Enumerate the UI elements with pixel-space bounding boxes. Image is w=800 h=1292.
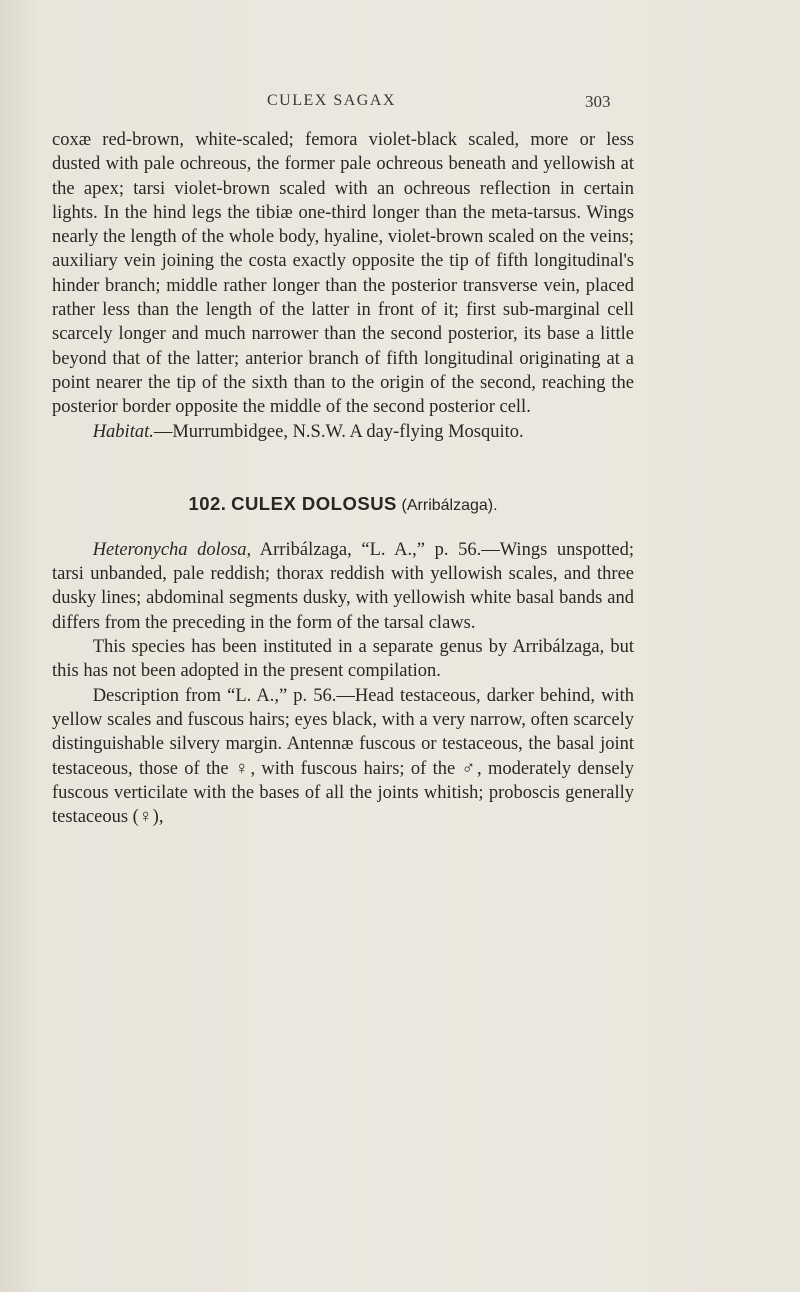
species-heading xyxy=(52,492,634,518)
habitat-text: —Murrumbidgee, N.S.W. A day-flying Mosquito. xyxy=(153,421,524,442)
species-name: CULEX DOLOSUS xyxy=(231,492,397,514)
genus-note-paragraph: This species has been instituted in a separate genus by Arribálzaga, but this has not been adopted in the present compilation. xyxy=(52,637,634,682)
species-authority: (Arribálzaga). xyxy=(401,496,498,514)
habitat-label: Habitat. xyxy=(92,421,154,442)
page-number: 303 xyxy=(585,92,611,111)
synonym-text: Arribálzaga, “L. A.,” p. 56.—Wings unspotted; tarsi unbanded, pale reddish; thorax reddish with yellowish scales, and three dusky lines; abdominal segments dusky, with yellowish white basal bands and differs from the preceding in the form of the tarsal claws. xyxy=(52,539,634,633)
synonym-paragraph xyxy=(52,538,634,635)
page-body xyxy=(52,128,634,829)
species-number: 102. xyxy=(188,492,227,514)
habitat-paragraph xyxy=(52,420,634,444)
running-title: CULEX SAGAX xyxy=(267,92,396,109)
page-header xyxy=(0,92,800,116)
synonym-name: Heteronycha dolosa, xyxy=(92,539,252,560)
description-paragraph-culex-dolosus: Description from “L. A.,” p. 56.—Head testaceous, darker behind, with yellow scales and fuscous hairs; eyes black, with a very narrow, often scarcely distinguishable silvery margin. Antennæ fuscous or testaceous, the basal joint testaceous, those of the ♀, with fuscous hairs; of the ♂, moderately densely fuscous verticilate with the bases of all the joints whitish; proboscis generally testaceous (♀), xyxy=(52,685,634,828)
description-paragraph-culex-sagax: coxæ red-brown, white-scaled; femora violet-black scaled, more or less dusted with pale ochreous, the former pale ochreous beneath and yellowish at the apex; tarsi violet-brown scaled with an ochreous reflection in certain lights. In the hind legs the tibiæ one-third longer than the meta-tarsus. Wings nearly the length of the whole body, hyaline, violet-brown scaled on the veins; auxiliary vein joining the costa exactly opposite the tip of fifth longitudinal's hinder branch; middle rather longer than the posterior transverse vein, placed rather less than the length of the latter in front of it; first sub-marginal cell scarcely longer and much narrower than the second posterior, its base a little beyond that of the latter; anterior branch of fifth longitudinal originating at a point nearer the tip of the sixth than to the origin of the second, reaching the posterior border opposite the middle of the second posterior cell. xyxy=(52,130,634,418)
